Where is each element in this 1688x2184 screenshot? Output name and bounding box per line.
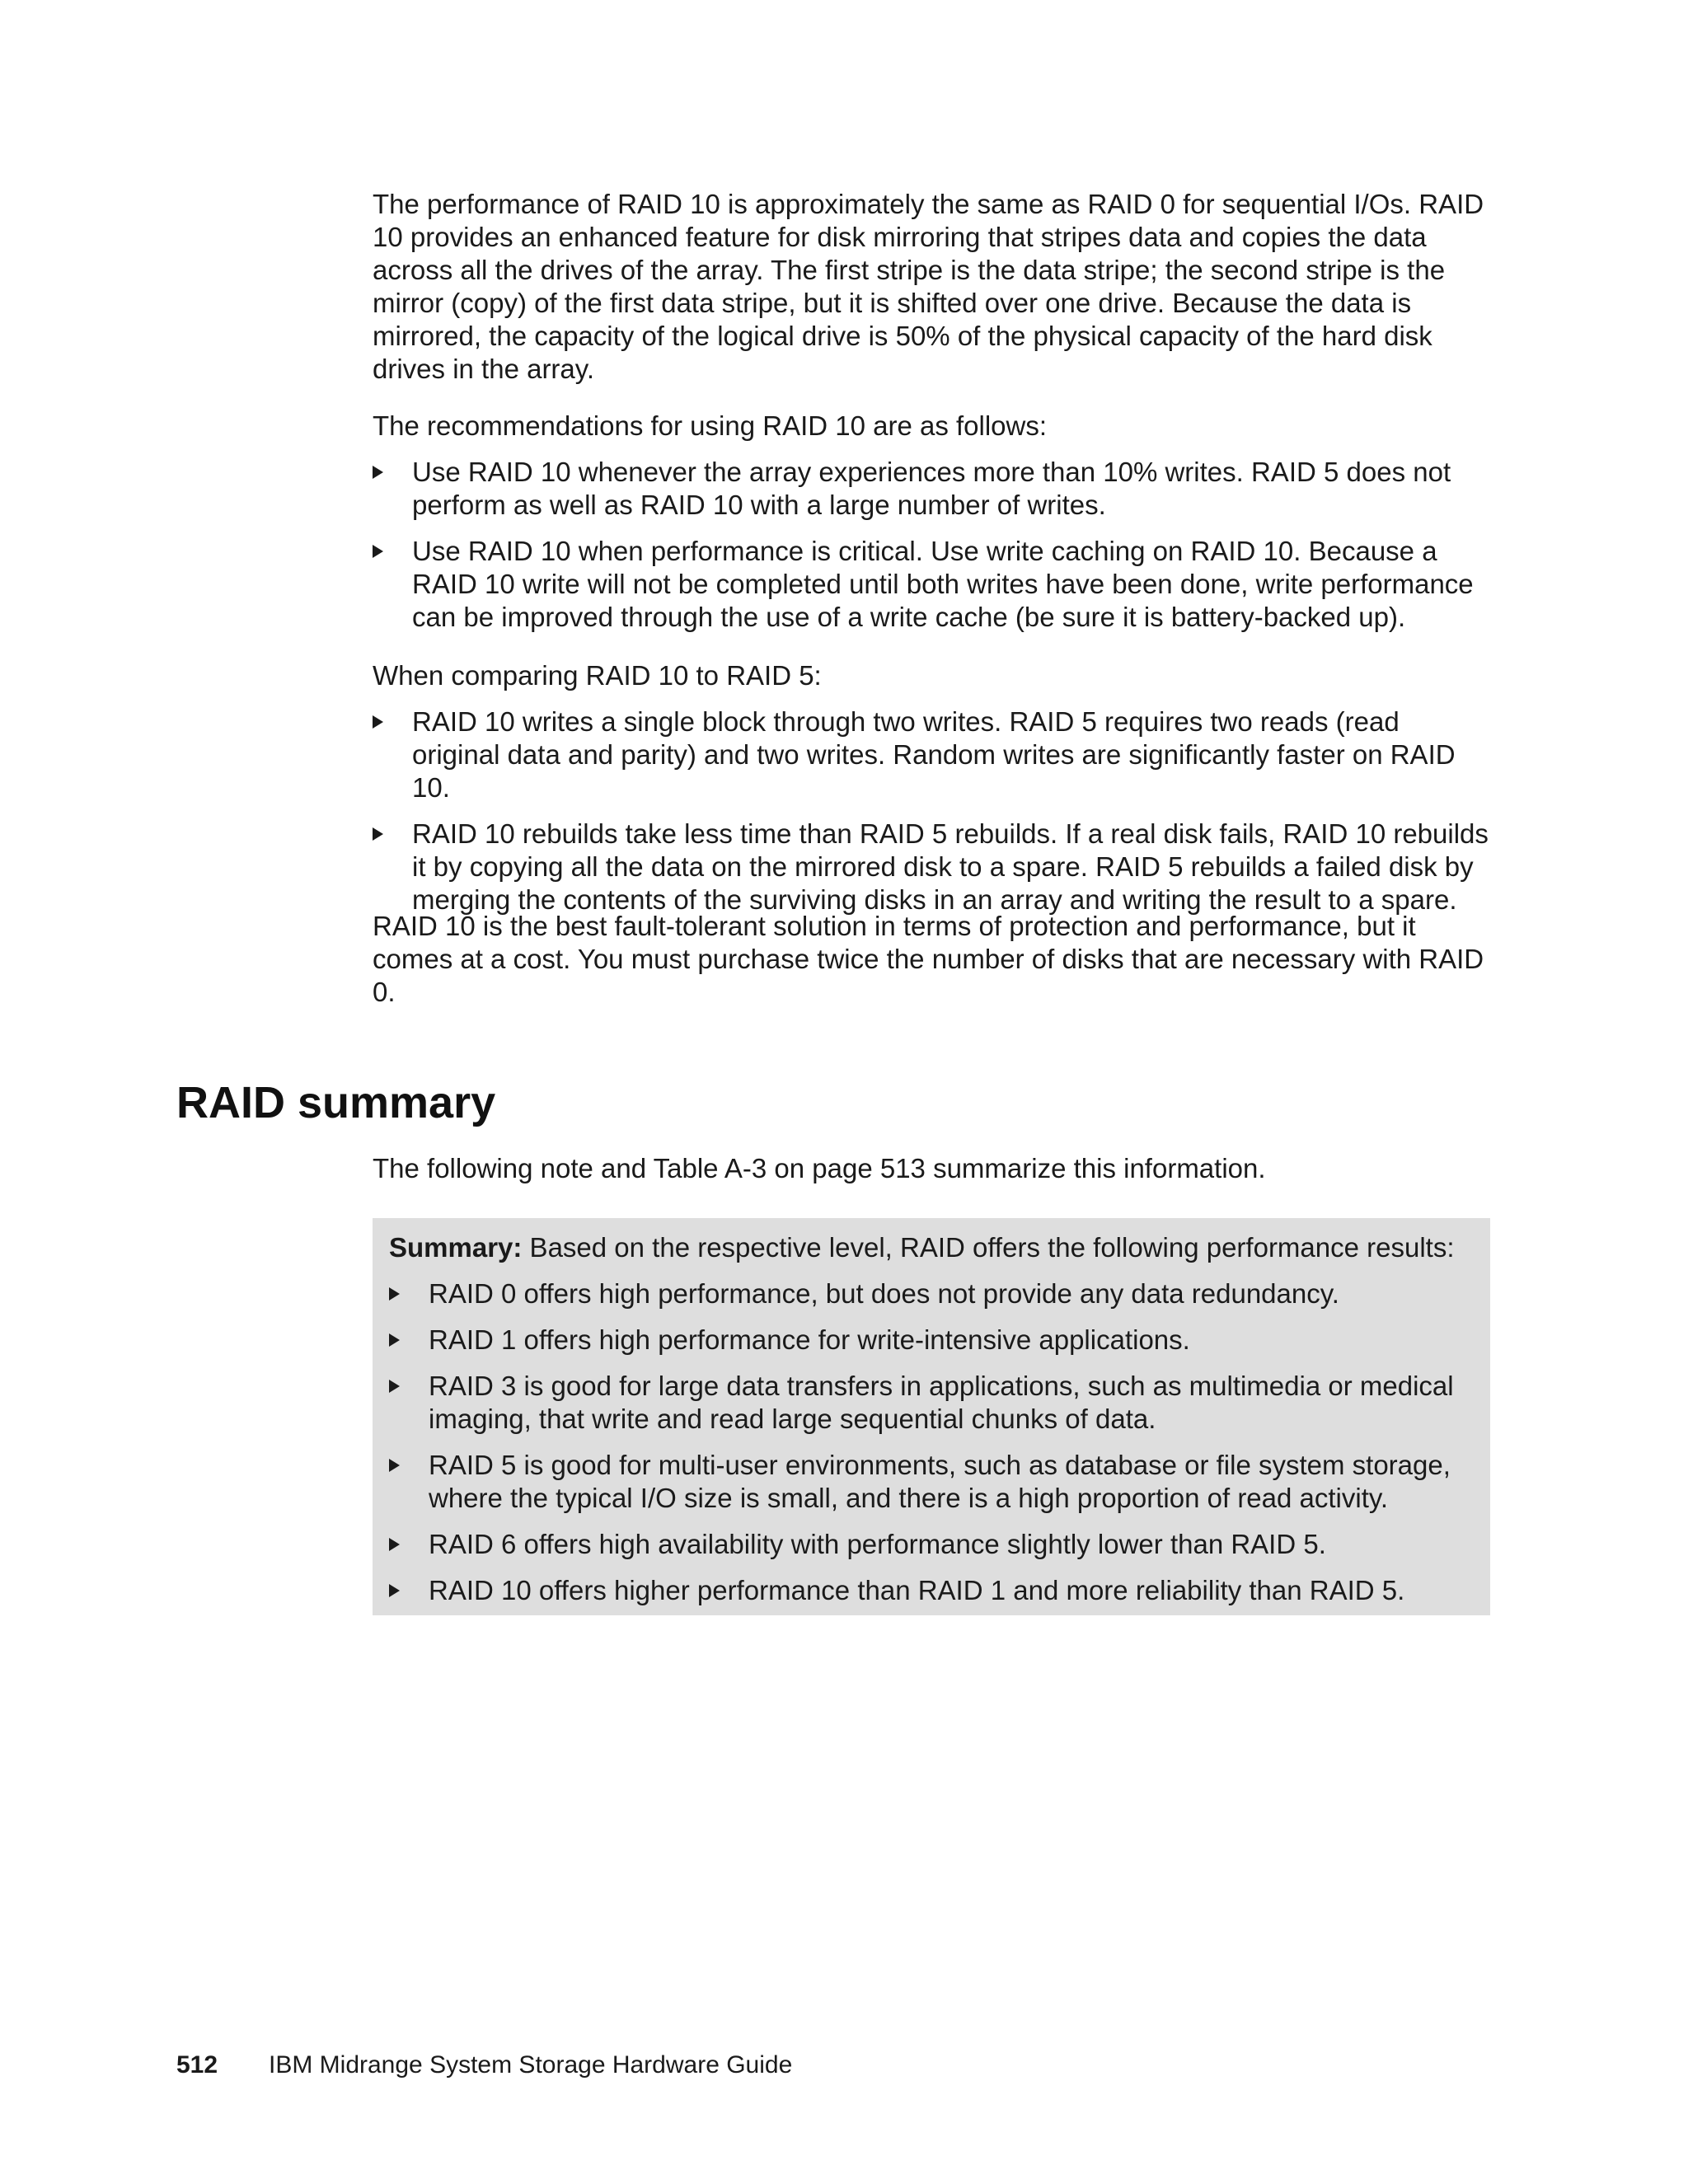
- intro-section: [373, 188, 1493, 386]
- summary-note-box: [373, 1218, 1490, 1615]
- list-item-text: RAID 0 offers high performance, but does not provide any data redundancy.: [429, 1278, 1339, 1309]
- comparison-section: [373, 659, 1493, 930]
- closing-paragraph: RAID 10 is the best fault-tolerant solution in terms of protection and performance, but it comes at a cost. You must purchase twice the number of disks that are necessary with RAID 0.: [373, 911, 1484, 1007]
- section-heading: RAID summary: [176, 1078, 496, 1127]
- triangle-bullet-icon: [389, 1584, 400, 1597]
- list-item: [389, 1449, 1474, 1515]
- page-number: 512: [176, 2051, 218, 2079]
- list-item-text: RAID 10 writes a single block through two writes. RAID 5 requires two reads (read original data and parity) and two writes. Random writes are significantly faster on RAID 10.: [412, 706, 1456, 803]
- list-item: [373, 818, 1493, 916]
- list-item-text: RAID 6 offers high availability with performance slightly lower than RAID 5.: [429, 1529, 1326, 1559]
- list-item: [389, 1574, 1474, 1607]
- list-item-text: RAID 10 offers higher performance than RAID 1 and more reliability than RAID 5.: [429, 1575, 1405, 1605]
- triangle-bullet-icon: [389, 1538, 400, 1551]
- triangle-bullet-icon: [389, 1287, 400, 1301]
- comparison-list: [373, 705, 1493, 916]
- triangle-bullet-icon: [389, 1380, 400, 1393]
- triangle-bullet-icon: [373, 715, 383, 729]
- closing-section: [373, 910, 1493, 1009]
- recommendations-section: [373, 410, 1493, 647]
- triangle-bullet-icon: [373, 827, 383, 841]
- section-lead-block: [373, 1152, 1493, 1185]
- triangle-bullet-icon: [373, 466, 383, 479]
- recommendations-lead: The recommendations for using RAID 10 are as follows:: [373, 410, 1048, 441]
- summary-label: Summary:: [389, 1232, 523, 1263]
- comparison-lead: When comparing RAID 10 to RAID 5:: [373, 660, 822, 691]
- list-item-text: RAID 1 offers high performance for write-intensive applications.: [429, 1324, 1190, 1355]
- recommendations-list: [373, 456, 1493, 634]
- list-item-text: Use RAID 10 when performance is critical. Use write caching on RAID 10. Because a RAID 10 write will not be completed until both writes have been done, write performance can be improved through the use of a write cache (be sure it is battery-backed up).: [412, 536, 1474, 632]
- summary-intro: [389, 1231, 1474, 1264]
- list-item-text: RAID 3 is good for large data transfers in applications, such as multimedia or medical imaging, that write and read large sequential chunks of data.: [429, 1371, 1454, 1434]
- list-item-text: RAID 5 is good for multi-user environments, such as database or file system storage, where the typical I/O size is small, and there is a high proportion of read activity.: [429, 1450, 1451, 1513]
- book-title: IBM Midrange System Storage Hardware Guide: [269, 2051, 793, 2079]
- section-lead: The following note and Table A-3 on page 513 summarize this information.: [373, 1153, 1266, 1183]
- list-item: [389, 1324, 1474, 1357]
- list-item-text: Use RAID 10 whenever the array experiences more than 10% writes. RAID 5 does not perform as well as RAID 10 with a large number of writes.: [412, 457, 1451, 520]
- list-item: [373, 456, 1493, 522]
- list-item: [389, 1277, 1474, 1310]
- summary-intro-text: Based on the respective level, RAID offers the following performance results:: [522, 1232, 1455, 1263]
- triangle-bullet-icon: [389, 1333, 400, 1347]
- page-footer: [176, 2050, 792, 2080]
- list-item-text: RAID 10 rebuilds take less time than RAID 5 rebuilds. If a real disk fails, RAID 10 rebuilds it by copying all the data on the mirrored disk to a spare. RAID 5 rebuilds a failed disk by merging the contents of the surviving disks in an array and writing the result to a spare.: [412, 818, 1489, 915]
- intro-paragraph: The performance of RAID 10 is approximately the same as RAID 0 for sequential I/Os. RAID 10 provides an enhanced feature for disk mirroring that stripes data and copies the data across all the drives of the array. The first stripe is the data stripe; the second stripe is the mirror (copy) of the first data stripe, but it is shifted over one drive. Because the data is mirrored, the capacity of the logical drive is 50% of the physical capacity of the hard disk drives in the array.: [373, 189, 1484, 384]
- triangle-bullet-icon: [389, 1459, 400, 1472]
- list-item: [373, 705, 1493, 804]
- summary-list: [389, 1277, 1474, 1607]
- list-item: [373, 535, 1493, 634]
- triangle-bullet-icon: [373, 545, 383, 558]
- list-item: [389, 1370, 1474, 1436]
- list-item: [389, 1528, 1474, 1561]
